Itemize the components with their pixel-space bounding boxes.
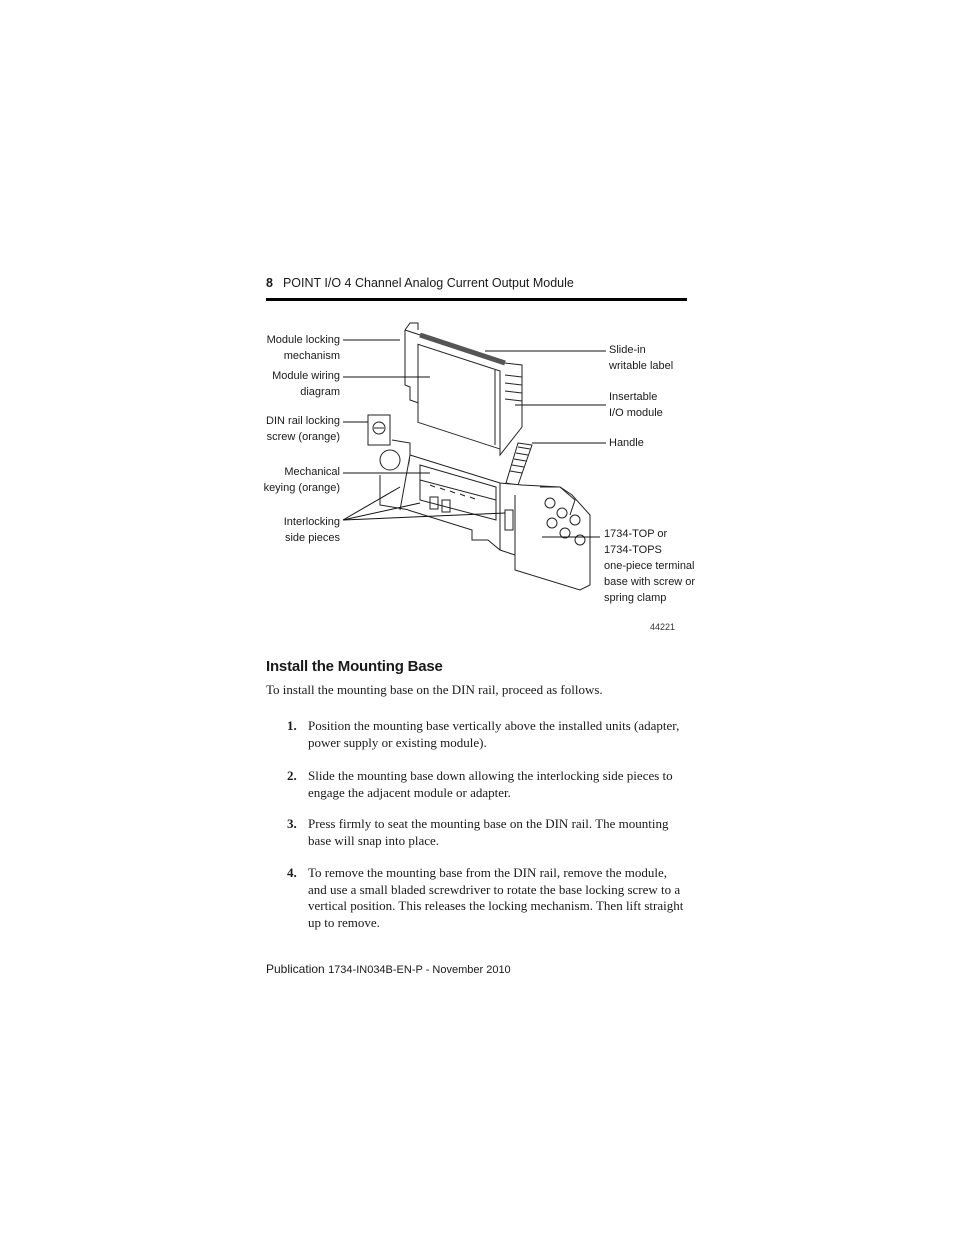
step-text: To remove the mounting base from the DIN rail, remove the module, and use a small bladed screwdriver to rotate the base locking screw to a vertical position. This releases the locking mechanism. Then lift straight up to remove. <box>308 865 684 930</box>
step-text: Position the mounting base vertically above the installed units (adapter, power supply or existing module). <box>308 718 680 750</box>
list-item <box>287 865 687 931</box>
step-number: 1. <box>287 718 297 733</box>
callout-mechanical-keying: Mechanical keying (orange) <box>263 466 340 494</box>
list-item <box>287 768 687 801</box>
page-number: 8 <box>266 276 273 290</box>
page-header <box>266 276 686 290</box>
callout-insertable-io-module: Insertable I/O module <box>609 391 663 419</box>
callout-terminal-base: 1734-TOP or 1734-TOPS one-piece terminal base with screw or spring clamp <box>604 528 696 604</box>
footer-label: Publication <box>266 962 325 976</box>
step-number: 3. <box>287 816 297 831</box>
section-intro: To install the mounting base on the DIN rail, proceed as follows. <box>266 682 603 697</box>
header-rule <box>266 298 687 301</box>
figure-id: 44221 <box>650 622 676 632</box>
callout-din-rail-locking-screw: DIN rail locking screw (orange) <box>266 415 340 443</box>
step-text: Slide the mounting base down allowing the interlocking side pieces to engage the adjacent module or adapter. <box>308 768 673 800</box>
callout-interlocking-side-pieces: Interlocking side pieces <box>283 516 340 544</box>
step-text: Press firmly to seat the mounting base on the DIN rail. The mounting base will snap into place. <box>308 816 669 848</box>
callout-module-locking-mechanism: Module locking mechanism <box>266 334 340 362</box>
module-figure <box>260 315 700 635</box>
step-number: 4. <box>287 865 297 880</box>
list-item <box>287 816 687 849</box>
list-item <box>287 718 687 751</box>
step-number: 2. <box>287 768 297 783</box>
callout-slide-in-writable-label: Slide-in writable label <box>609 344 674 372</box>
publication-code: 1734-IN034B-EN-P - November 2010 <box>328 964 511 976</box>
callout-module-wiring-diagram: Module wiring diagram <box>272 370 340 398</box>
callout-handle: Handle <box>609 437 644 449</box>
page-footer <box>266 962 511 976</box>
section-title: Install the Mounting Base <box>266 658 443 675</box>
document-title: POINT I/O 4 Channel Analog Current Output Module <box>282 276 574 290</box>
